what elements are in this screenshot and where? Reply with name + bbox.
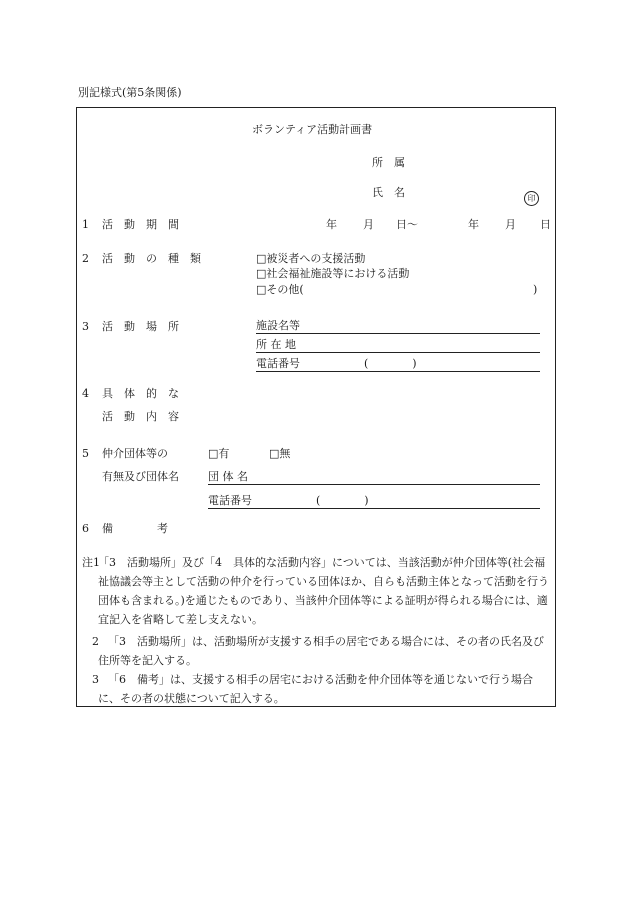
place-phone-label: 電話番号	[256, 357, 300, 370]
address-label: 所 在 地	[256, 338, 296, 351]
content-label-line1: 具 体 的 な	[102, 387, 179, 400]
period-end-day: 日	[540, 218, 551, 231]
remarks-label: 備 考	[102, 522, 168, 535]
note-1-text: 「3 活動場所」及び「4 具体的な活動内容」については、当該活動が仲介団体等(社会福祉協議会等主として活動の仲介を行っている団体ほか、自らも活動主体となって活動を行う団体も含まれる。)を通じたものであり、当該仲介団体等による証明が得られる場合には、適宜記入を省略して差し支えない。	[98, 556, 549, 626]
period-end-year: 年	[468, 218, 479, 231]
row-number-4: 4	[82, 387, 89, 400]
note-3-number: 3	[92, 673, 99, 686]
row-number-6: 6	[82, 522, 89, 535]
intermediary-yes-checkbox[interactable]: □有	[208, 447, 230, 460]
note-1-number: 注1	[82, 556, 100, 569]
place-label: 活 動 場 所	[102, 320, 179, 333]
address-line[interactable]	[256, 352, 540, 353]
kind-option-welfare[interactable]: □社会福祉施設等における活動	[256, 267, 410, 280]
kind-option-other[interactable]: □その他(	[256, 283, 304, 296]
facility-label: 施設名等	[256, 319, 300, 332]
note-2-number: 2	[92, 635, 99, 648]
org-name-label: 団 体 名	[208, 470, 248, 483]
note-2-text: 「3 活動場所」は、活動場所が支援する相手の居宅である場合には、その者の氏名及び住所等を記入する。	[98, 635, 544, 667]
affiliation-label: 所 属	[372, 156, 405, 169]
period-end-month: 月	[505, 218, 516, 231]
intermediary-label-line1: 仲介団体等の	[102, 447, 168, 460]
note-3-text: 「6 備考」は、支援する相手の居宅における活動を仲介団体等を通じないで行う場合に、その者の状態について記入する。	[98, 673, 533, 705]
org-phone-parens: ( )	[316, 494, 369, 507]
row-number-3: 3	[82, 320, 89, 333]
kind-option-disaster[interactable]: □被災者への支援活動	[256, 252, 366, 265]
period-label: 活 動 期 間	[102, 218, 179, 231]
kind-other-close-paren: )	[533, 283, 538, 296]
period-start-month: 月	[363, 218, 374, 231]
form-caption: 別記様式(第5条関係)	[78, 86, 182, 99]
seal-mark	[524, 186, 539, 206]
row-number-5: 5	[82, 447, 89, 460]
row-number-2: 2	[82, 252, 89, 265]
content-label-line2: 活 動 内 容	[102, 410, 179, 423]
org-phone-label: 電話番号	[208, 494, 252, 507]
kind-label: 活 動 の 種 類	[102, 252, 201, 265]
period-start-year: 年	[326, 218, 337, 231]
place-phone-parens: ( )	[364, 357, 417, 370]
intermediary-label-line2: 有無及び団体名	[102, 470, 179, 483]
form-title: ボランティア活動計画書	[252, 123, 373, 136]
intermediary-no-checkbox[interactable]: □無	[269, 447, 291, 460]
name-label: 氏 名	[372, 186, 405, 199]
period-start-day: 日〜	[396, 218, 418, 231]
seal-icon: 印	[524, 191, 539, 206]
facility-line[interactable]	[256, 333, 540, 334]
org-name-line[interactable]	[208, 484, 540, 485]
org-phone-line[interactable]	[208, 508, 540, 509]
row-number-1: 1	[82, 218, 89, 231]
place-phone-line[interactable]	[256, 371, 540, 372]
